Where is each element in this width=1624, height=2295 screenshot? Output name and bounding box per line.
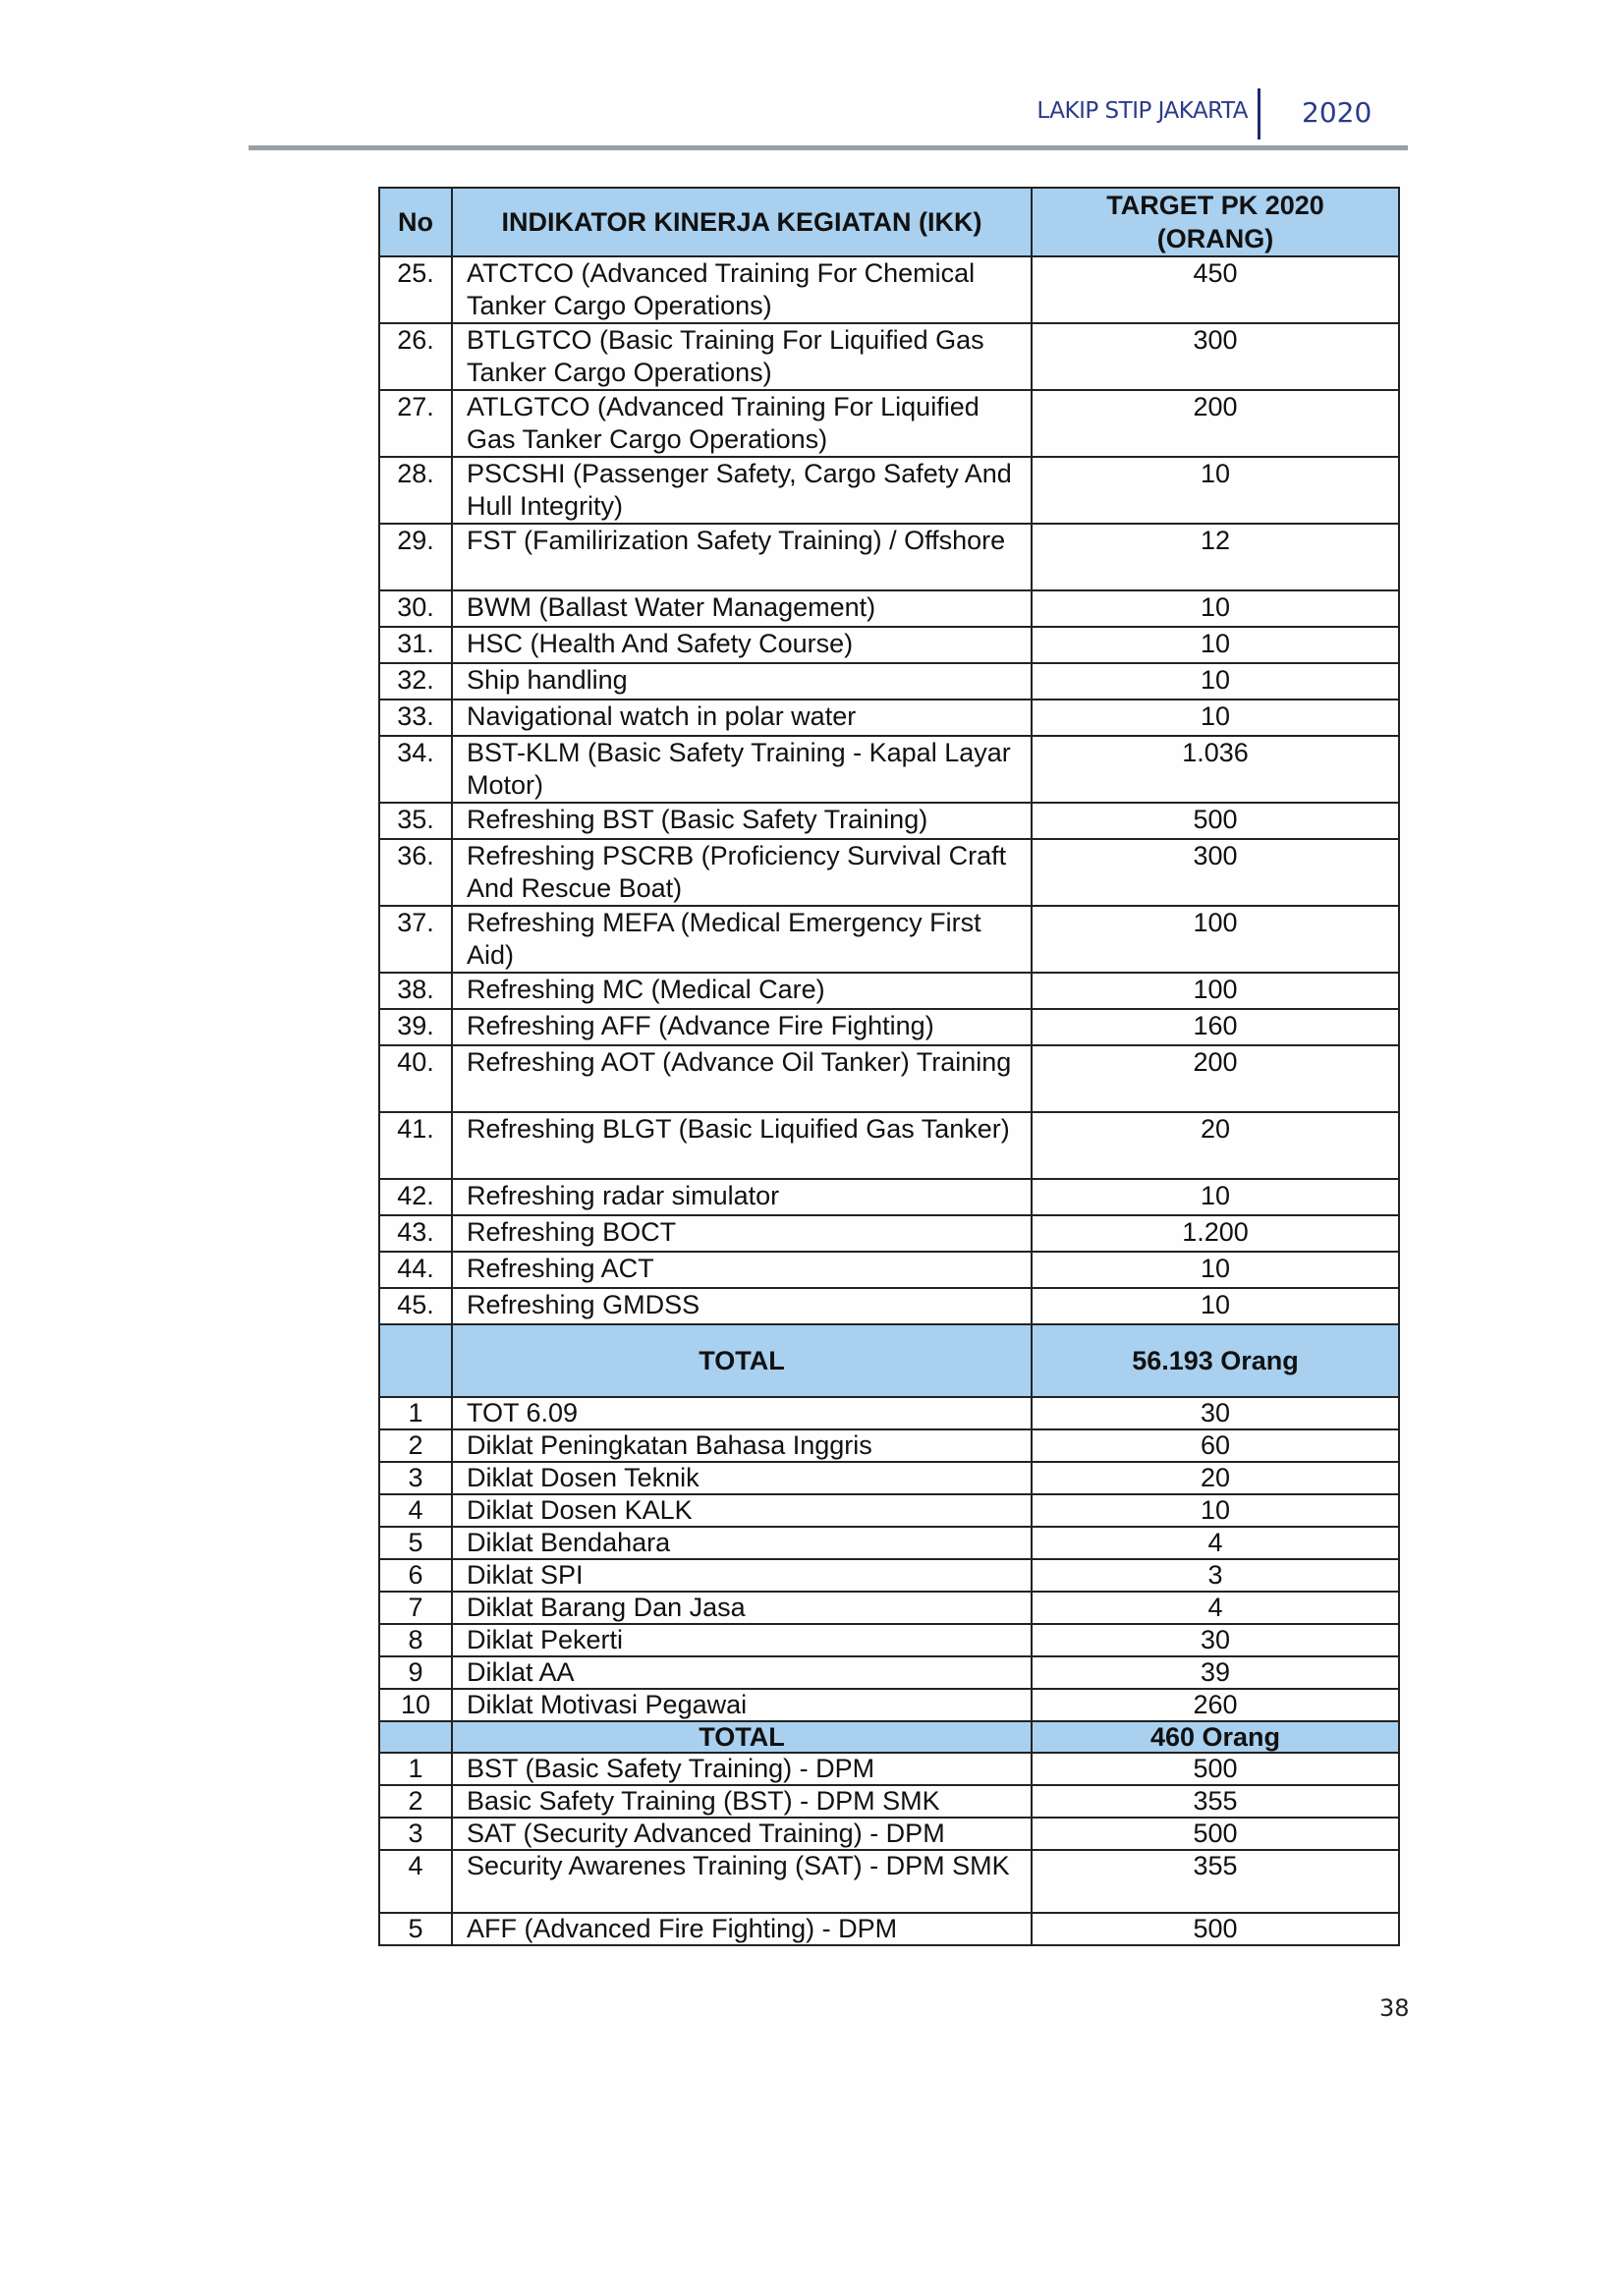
row-indikator: FST (Familirization Safety Training) / Offshore	[452, 524, 1032, 590]
row-target: 20	[1032, 1112, 1399, 1179]
row-no: 31.	[379, 627, 452, 663]
row-indikator: Security Awarenes Training (SAT) - DPM SMK	[452, 1850, 1032, 1913]
table-row	[379, 1397, 1399, 1429]
row-no: 5	[379, 1527, 452, 1559]
row-no: 33.	[379, 700, 452, 736]
row-no: 10	[379, 1689, 452, 1721]
row-indikator: Refreshing AFF (Advance Fire Fighting)	[452, 1009, 1032, 1045]
table-header-row	[379, 188, 1399, 256]
row-target: 10	[1032, 1252, 1399, 1288]
header-no: No	[379, 188, 452, 256]
row-target: 300	[1032, 839, 1399, 906]
row-target: 10	[1032, 457, 1399, 524]
row-indikator: Refreshing radar simulator	[452, 1179, 1032, 1215]
table-row	[379, 1527, 1399, 1559]
total-label: TOTAL	[452, 1721, 1032, 1753]
table-row	[379, 736, 1399, 803]
table-row	[379, 839, 1399, 906]
row-no: 36.	[379, 839, 452, 906]
row-target: 10	[1032, 590, 1399, 627]
header-rule	[249, 145, 1408, 150]
row-target: 500	[1032, 1913, 1399, 1945]
row-indikator: SAT (Security Advanced Training) - DPM	[452, 1818, 1032, 1850]
row-no: 4	[379, 1850, 452, 1913]
row-no: 42.	[379, 1179, 452, 1215]
row-target: 10	[1032, 663, 1399, 700]
row-no: 3	[379, 1462, 452, 1494]
table-row	[379, 627, 1399, 663]
row-indikator: HSC (Health And Safety Course)	[452, 627, 1032, 663]
table-row	[379, 700, 1399, 736]
row-no: 2	[379, 1785, 452, 1818]
row-no: 3	[379, 1818, 452, 1850]
row-no: 2	[379, 1429, 452, 1462]
table-row	[379, 1429, 1399, 1462]
total-row	[379, 1721, 1399, 1753]
row-indikator: ATLGTCO (Advanced Training For Liquified Gas Tanker Cargo Operations)	[452, 390, 1032, 457]
row-target: 355	[1032, 1785, 1399, 1818]
row-no: 25.	[379, 256, 452, 323]
row-target: 160	[1032, 1009, 1399, 1045]
table-row	[379, 973, 1399, 1009]
table-row	[379, 1494, 1399, 1527]
table-row	[379, 663, 1399, 700]
row-no: 34.	[379, 736, 452, 803]
header-target: TARGET PK 2020 (ORANG)	[1032, 188, 1399, 256]
row-no: 27.	[379, 390, 452, 457]
ikk-table	[378, 187, 1400, 1946]
row-no: 9	[379, 1656, 452, 1689]
row-no: 43.	[379, 1215, 452, 1252]
row-target: 500	[1032, 1753, 1399, 1785]
row-target: 200	[1032, 1045, 1399, 1112]
total-no-cell	[379, 1721, 452, 1753]
row-no: 44.	[379, 1252, 452, 1288]
table-row	[379, 1785, 1399, 1818]
table-row	[379, 457, 1399, 524]
table-row	[379, 1559, 1399, 1592]
row-target: 100	[1032, 973, 1399, 1009]
table-row	[379, 1913, 1399, 1945]
table-row	[379, 323, 1399, 390]
row-indikator: Navigational watch in polar water	[452, 700, 1032, 736]
table-row	[379, 803, 1399, 839]
row-indikator: Diklat Motivasi Pegawai	[452, 1689, 1032, 1721]
row-no: 7	[379, 1592, 452, 1624]
row-indikator: PSCSHI (Passenger Safety, Cargo Safety And Hull Integrity)	[452, 457, 1032, 524]
row-indikator: BWM (Ballast Water Management)	[452, 590, 1032, 627]
table-row	[379, 1009, 1399, 1045]
row-target: 4	[1032, 1592, 1399, 1624]
row-no: 6	[379, 1559, 452, 1592]
row-indikator: Refreshing ACT	[452, 1252, 1032, 1288]
table-row	[379, 1624, 1399, 1656]
header-indikator: INDIKATOR KINERJA KEGIATAN (IKK)	[452, 188, 1032, 256]
row-target: 1.036	[1032, 736, 1399, 803]
row-target: 10	[1032, 627, 1399, 663]
row-target: 60	[1032, 1429, 1399, 1462]
row-target: 300	[1032, 323, 1399, 390]
row-no: 30.	[379, 590, 452, 627]
row-no: 38.	[379, 973, 452, 1009]
row-target: 3	[1032, 1559, 1399, 1592]
table-row	[379, 1215, 1399, 1252]
row-target: 500	[1032, 1818, 1399, 1850]
row-no: 8	[379, 1624, 452, 1656]
row-target: 30	[1032, 1397, 1399, 1429]
row-indikator: Refreshing GMDSS	[452, 1288, 1032, 1324]
row-indikator: Refreshing AOT (Advance Oil Tanker) Training	[452, 1045, 1032, 1112]
row-target: 355	[1032, 1850, 1399, 1913]
row-no: 41.	[379, 1112, 452, 1179]
table-row	[379, 256, 1399, 323]
table-row	[379, 1462, 1399, 1494]
row-indikator: Diklat Dosen KALK	[452, 1494, 1032, 1527]
table-row	[379, 590, 1399, 627]
row-indikator: Refreshing BST (Basic Safety Training)	[452, 803, 1032, 839]
row-indikator: Refreshing BOCT	[452, 1215, 1032, 1252]
row-indikator: Refreshing MC (Medical Care)	[452, 973, 1032, 1009]
row-target: 1.200	[1032, 1215, 1399, 1252]
row-indikator: ATCTCO (Advanced Training For Chemical Tanker Cargo Operations)	[452, 256, 1032, 323]
row-target: 10	[1032, 1288, 1399, 1324]
row-indikator: BST (Basic Safety Training) - DPM	[452, 1753, 1032, 1785]
row-no: 5	[379, 1913, 452, 1945]
row-no: 29.	[379, 524, 452, 590]
row-target: 4	[1032, 1527, 1399, 1559]
row-no: 32.	[379, 663, 452, 700]
table-row	[379, 1045, 1399, 1112]
row-no: 45.	[379, 1288, 452, 1324]
row-indikator: BTLGTCO (Basic Training For Liquified Gas Tanker Cargo Operations)	[452, 323, 1032, 390]
row-target: 30	[1032, 1624, 1399, 1656]
table-row	[379, 1179, 1399, 1215]
table-row	[379, 1288, 1399, 1324]
row-indikator: Diklat AA	[452, 1656, 1032, 1689]
table-row	[379, 1689, 1399, 1721]
row-indikator: Diklat Peningkatan Bahasa Inggris	[452, 1429, 1032, 1462]
table-row	[379, 1592, 1399, 1624]
row-target: 10	[1032, 700, 1399, 736]
header-separator	[1258, 88, 1260, 140]
row-no: 35.	[379, 803, 452, 839]
table-row	[379, 1252, 1399, 1288]
row-indikator: Refreshing MEFA (Medical Emergency First Aid)	[452, 906, 1032, 973]
table-row	[379, 1850, 1399, 1913]
row-indikator: Ship handling	[452, 663, 1032, 700]
row-target: 450	[1032, 256, 1399, 323]
table-row	[379, 1656, 1399, 1689]
table-row	[379, 1753, 1399, 1785]
row-target: 200	[1032, 390, 1399, 457]
row-no: 1	[379, 1753, 452, 1785]
row-no: 28.	[379, 457, 452, 524]
table-row	[379, 524, 1399, 590]
row-target: 500	[1032, 803, 1399, 839]
row-no: 26.	[379, 323, 452, 390]
row-target: 10	[1032, 1494, 1399, 1527]
table-row	[379, 1112, 1399, 1179]
row-indikator: Refreshing PSCRB (Proficiency Survival Craft And Rescue Boat)	[452, 839, 1032, 906]
row-indikator: AFF (Advanced Fire Fighting) - DPM	[452, 1913, 1032, 1945]
total-no-cell	[379, 1324, 452, 1397]
row-no: 1	[379, 1397, 452, 1429]
row-target: 100	[1032, 906, 1399, 973]
report-year: 2020	[1302, 96, 1372, 129]
row-indikator: Diklat Pekerti	[452, 1624, 1032, 1656]
total-row	[379, 1324, 1399, 1397]
row-indikator: TOT 6.09	[452, 1397, 1032, 1429]
row-no: 37.	[379, 906, 452, 973]
row-target: 10	[1032, 1179, 1399, 1215]
row-indikator: Diklat Bendahara	[452, 1527, 1032, 1559]
row-no: 39.	[379, 1009, 452, 1045]
page-number: 38	[1379, 1994, 1410, 2022]
total-value: 56.193 Orang	[1032, 1324, 1399, 1397]
row-no: 40.	[379, 1045, 452, 1112]
report-title: LAKIP STIP JAKARTA	[1036, 98, 1248, 124]
table-row	[379, 1818, 1399, 1850]
row-indikator: Diklat SPI	[452, 1559, 1032, 1592]
row-target: 39	[1032, 1656, 1399, 1689]
page-header	[0, 98, 1405, 138]
table-row	[379, 390, 1399, 457]
row-indikator: Basic Safety Training (BST) - DPM SMK	[452, 1785, 1032, 1818]
total-label: TOTAL	[452, 1324, 1032, 1397]
row-target: 12	[1032, 524, 1399, 590]
row-indikator: Refreshing BLGT (Basic Liquified Gas Tanker)	[452, 1112, 1032, 1179]
row-indikator: Diklat Dosen Teknik	[452, 1462, 1032, 1494]
row-target: 20	[1032, 1462, 1399, 1494]
row-target: 260	[1032, 1689, 1399, 1721]
total-value: 460 Orang	[1032, 1721, 1399, 1753]
table-row	[379, 906, 1399, 973]
row-no: 4	[379, 1494, 452, 1527]
row-indikator: Diklat Barang Dan Jasa	[452, 1592, 1032, 1624]
row-indikator: BST-KLM (Basic Safety Training - Kapal Layar Motor)	[452, 736, 1032, 803]
